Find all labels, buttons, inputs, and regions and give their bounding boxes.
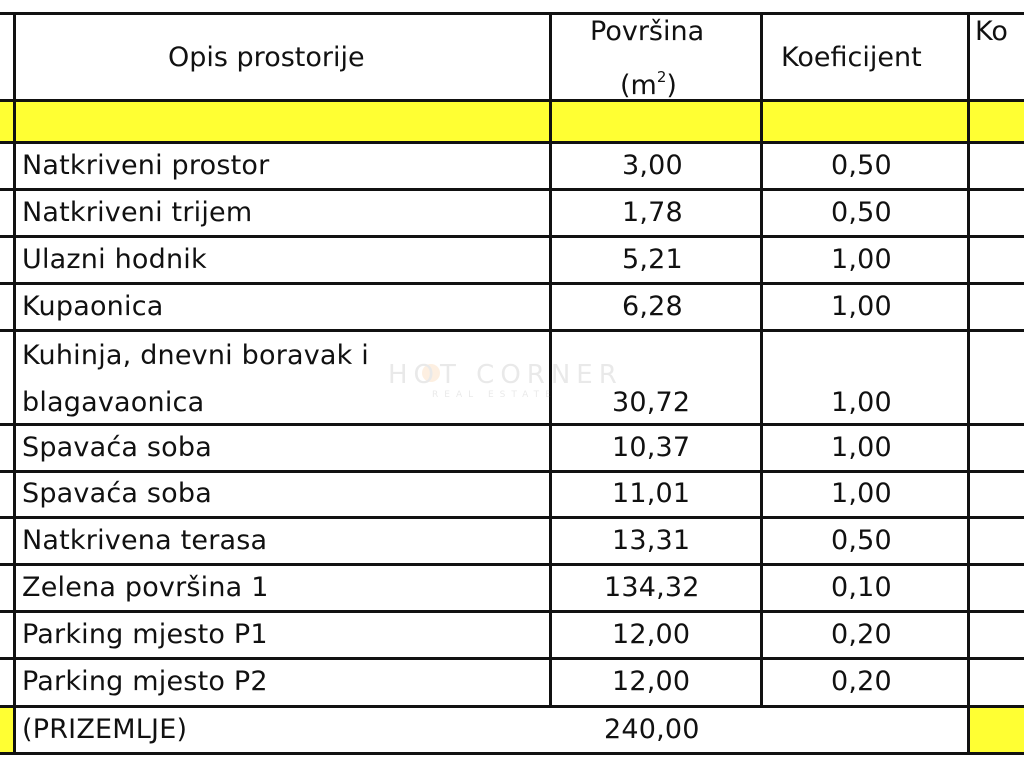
header-koeficijent: Koeficijent (781, 42, 922, 73)
header-povrsina-unit (620, 70, 677, 99)
row-1-povrsina: 3,00 (622, 150, 683, 181)
total-right-highlight (968, 707, 1024, 752)
row-5-koeficijent: 1,00 (831, 387, 892, 418)
grid-line (549, 12, 552, 708)
row-2-opis: Natkriveni trijem (22, 197, 253, 228)
grid-line (0, 423, 1024, 426)
left-edge-highlight (0, 101, 14, 141)
grid-line (0, 705, 1024, 708)
row-10-opis: Parking mjesto P1 (22, 619, 268, 650)
section-highlight-band (14, 101, 1024, 141)
grid-line (0, 516, 1024, 519)
row-9-povrsina: 134,32 (604, 572, 700, 603)
row-5-povrsina: 30,72 (612, 387, 691, 418)
row-4-povrsina: 6,28 (622, 291, 683, 322)
grid-line (0, 610, 1024, 613)
header-povrsina-unit-close: ) (666, 70, 677, 101)
grid-line (0, 12, 1024, 15)
row-6-koeficijent: 1,00 (831, 432, 892, 463)
grid-line (0, 141, 1024, 144)
row-8-opis: Natkrivena terasa (22, 525, 268, 556)
total-povrsina: 240,00 (604, 714, 700, 745)
row-1-koeficijent: 0,50 (831, 150, 892, 181)
grid-line (0, 657, 1024, 660)
header-povrsina-unit-sup: 2 (656, 68, 667, 86)
row-5-opis-line1: Kuhinja, dnevni boravak i (22, 340, 369, 371)
row-3-koeficijent: 1,00 (831, 244, 892, 275)
row-4-koeficijent: 1,00 (831, 291, 892, 322)
grid-line (0, 235, 1024, 238)
grid-line (760, 12, 763, 708)
row-8-povrsina: 13,31 (612, 525, 691, 556)
row-7-koeficijent: 1,00 (831, 478, 892, 509)
header-opis-prostorije: Opis prostorije (168, 42, 365, 73)
total-label: (PRIZEMLJE) (22, 714, 188, 745)
row-10-koeficijent: 0,20 (831, 619, 892, 650)
row-11-koeficijent: 0,20 (831, 666, 892, 697)
row-1-opis: Natkriveni prostor (22, 150, 270, 181)
row-6-povrsina: 10,37 (612, 432, 691, 463)
row-10-povrsina: 12,00 (612, 619, 691, 650)
grid-line (967, 12, 970, 755)
row-11-povrsina: 12,00 (612, 666, 691, 697)
row-8-koeficijent: 0,50 (831, 525, 892, 556)
sun-logo-icon (422, 364, 440, 382)
row-9-opis: Zelena površina 1 (22, 572, 269, 603)
header-povrsina-unit-open: (m (620, 70, 657, 101)
top-cut-area (0, 0, 1024, 12)
row-4-opis: Kupaonica (22, 291, 164, 322)
row-2-koeficijent: 0,50 (831, 197, 892, 228)
header-cut-column: Ko (975, 16, 1008, 47)
header-povrsina-line1: Površina (590, 16, 705, 47)
watermark-subtext: REAL ESTATE (432, 390, 557, 400)
row-9-koeficijent: 0,10 (831, 572, 892, 603)
row-7-opis: Spavaća soba (22, 478, 212, 509)
grid-line (0, 188, 1024, 191)
grid-line (0, 752, 1024, 755)
row-11-opis: Parking mjesto P2 (22, 666, 268, 697)
grid-line (0, 470, 1024, 473)
row-5-opis-line2: blagavaonica (22, 387, 205, 418)
grid-line (0, 563, 1024, 566)
total-left-highlight (0, 707, 14, 752)
grid-line (0, 282, 1024, 285)
hot-corner-watermark (388, 360, 648, 406)
watermark-text: HOT CORNER (388, 360, 623, 390)
grid-line (13, 12, 16, 755)
row-7-povrsina: 11,01 (612, 478, 691, 509)
grid-line (0, 329, 1024, 332)
grid-line (0, 99, 1024, 102)
row-3-opis: Ulazni hodnik (22, 244, 207, 275)
row-2-povrsina: 1,78 (622, 197, 683, 228)
row-3-povrsina: 5,21 (622, 244, 683, 275)
row-6-opis: Spavaća soba (22, 432, 212, 463)
